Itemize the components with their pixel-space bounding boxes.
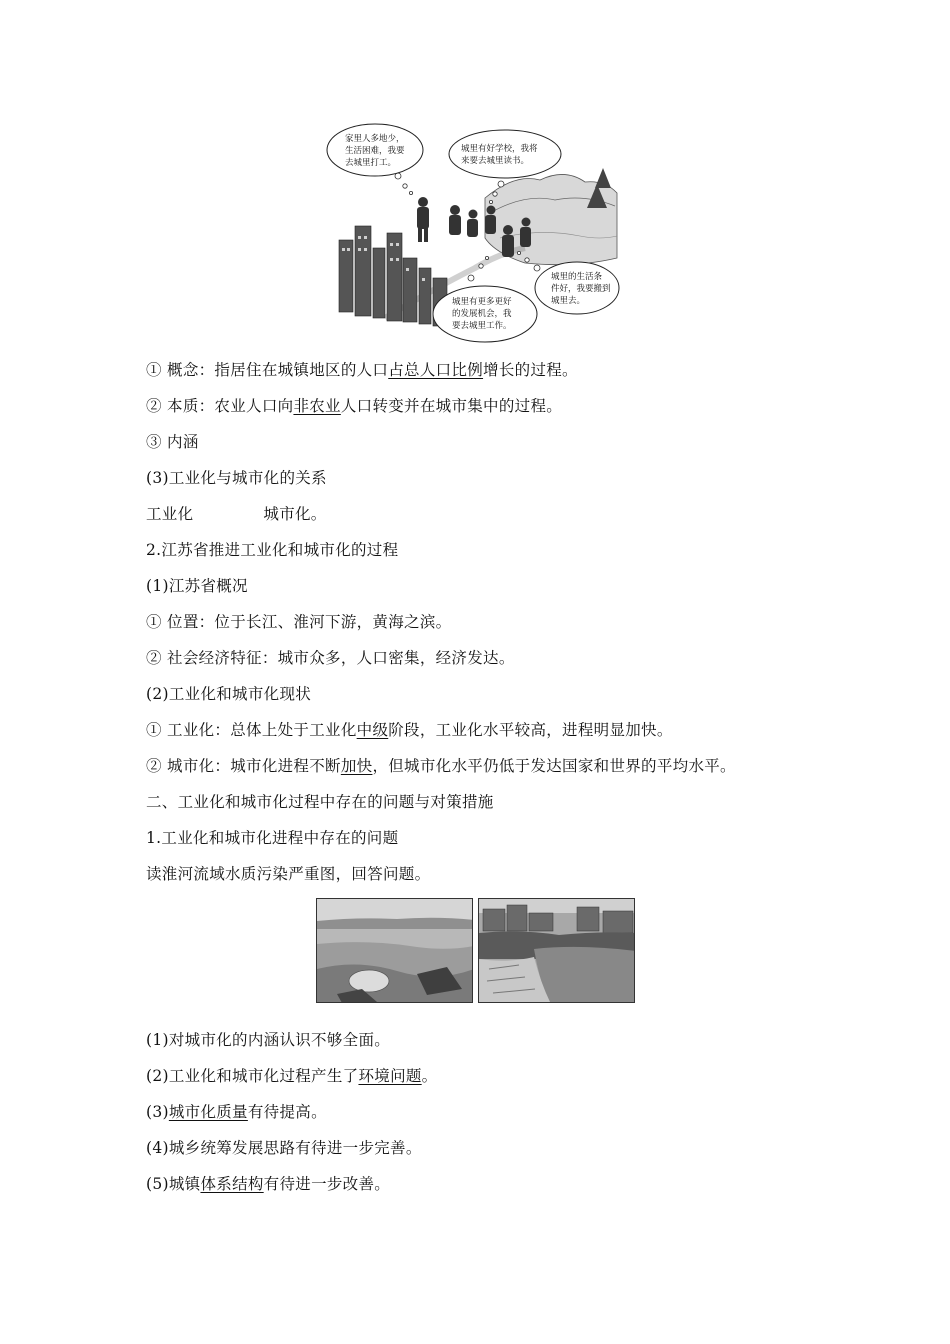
problem-1: (1)对城市化的内涵认识不够全面。 bbox=[146, 1031, 391, 1049]
bubble-3-line-3: 城里去。 bbox=[551, 296, 586, 306]
relation-industrialization: 工业化 bbox=[146, 505, 194, 523]
concept-answer: 占总人口比例 bbox=[388, 361, 484, 379]
connotation-line: ③ 内涵 bbox=[146, 433, 199, 451]
part-2-heading: 二、工业化和城市化过程中存在的问题与对策措施 bbox=[146, 793, 494, 811]
urbanization-line bbox=[146, 756, 736, 776]
problems-heading: 1.工业化和城市化进程中存在的问题 bbox=[146, 829, 399, 847]
problem-3-text-end: 有待提高。 bbox=[247, 1103, 327, 1121]
socioeconomic-line: ② 社会经济特征：城市众多，人口密集，经济发达。 bbox=[146, 649, 515, 667]
problem-5-text-end: 有待进一步改善。 bbox=[263, 1175, 391, 1193]
concept-text: ① 概念：指居住在城镇地区的人口 bbox=[146, 361, 389, 379]
bubble-1-line-2: 生活困难，我要 bbox=[345, 146, 405, 156]
bubble-4-line-3: 要去城里工作。 bbox=[452, 321, 512, 331]
jiangsu-overview-heading: (1)江苏省概况 bbox=[146, 577, 248, 595]
location-line: ① 位置：位于长江、淮河下游，黄海之滨。 bbox=[146, 613, 452, 631]
problem-2-answer: 环境问题 bbox=[358, 1067, 422, 1085]
polluted-shore-photo bbox=[316, 898, 473, 1003]
industrialization-text: ① 工业化：总体上处于工业化 bbox=[146, 721, 357, 739]
relation-heading: (3)工业化与城市化的关系 bbox=[146, 469, 327, 487]
problem-2-text: (2)工业化和城市化过程产生了 bbox=[146, 1067, 359, 1085]
problem-2 bbox=[146, 1066, 437, 1086]
problem-5-text: (5)城镇 bbox=[146, 1175, 201, 1193]
concept-text-end: 增长的过程。 bbox=[483, 361, 578, 379]
urbanization-text-end: ，但城市化水平仍低于发达国家和世界的平均水平。 bbox=[372, 757, 736, 775]
bubble-1-line-3: 去城里打工。 bbox=[345, 158, 397, 168]
pollution-photos bbox=[316, 898, 636, 1003]
bubble-2-line-1: 城里有好学校，我将 bbox=[461, 144, 538, 154]
problem-3-answer: 城市化质量 bbox=[168, 1103, 248, 1121]
polluted-river-photo bbox=[478, 898, 635, 1003]
industrialization-answer: 中级 bbox=[356, 721, 389, 739]
bubble-3-line-1: 城里的生活条 bbox=[551, 272, 603, 282]
migration-illustration-graphic bbox=[325, 118, 620, 346]
section-2-heading: 2.江苏省推进工业化和城市化的过程 bbox=[146, 541, 399, 559]
essence-text-end: 人口转变并在城市集中的过程。 bbox=[340, 397, 563, 415]
relation-urbanization: 城市化。 bbox=[263, 505, 327, 523]
problem-4: (4)城乡统筹发展思路有待进一步完善。 bbox=[146, 1139, 422, 1157]
essence-text: ② 本质：农业人口向 bbox=[146, 397, 294, 415]
relation-line bbox=[146, 504, 327, 524]
problem-2-text-end: 。 bbox=[421, 1067, 438, 1085]
problem-5 bbox=[146, 1174, 390, 1194]
reading-instruction: 读淮河流域水质污染严重图，回答问题。 bbox=[146, 865, 431, 883]
bubble-4-line-2: 的发展机会，我 bbox=[452, 309, 512, 319]
bubble-4-line-1: 城里有更多更好 bbox=[452, 297, 512, 307]
concept-line bbox=[146, 360, 578, 380]
problem-3-number: (3) bbox=[146, 1103, 169, 1121]
essence-answer: 非农业 bbox=[293, 397, 341, 415]
industrialization-line bbox=[146, 720, 673, 740]
problem-3 bbox=[146, 1102, 327, 1122]
status-heading: (2)工业化和城市化现状 bbox=[146, 685, 312, 703]
problem-5-answer: 体系结构 bbox=[200, 1175, 264, 1193]
urbanization-answer: 加快 bbox=[340, 757, 373, 775]
migration-illustration bbox=[325, 118, 620, 346]
bubble-1-line-1: 家里人多地少， bbox=[345, 134, 405, 144]
bubble-2-line-2: 来要去城里读书。 bbox=[461, 156, 530, 166]
essence-line bbox=[146, 396, 562, 416]
industrialization-text-end: 阶段，工业化水平较高，进程明显加快。 bbox=[388, 721, 673, 739]
bubble-3-line-2: 件好，我要搬到 bbox=[551, 284, 611, 294]
urbanization-text: ② 城市化：城市化进程不断 bbox=[146, 757, 341, 775]
